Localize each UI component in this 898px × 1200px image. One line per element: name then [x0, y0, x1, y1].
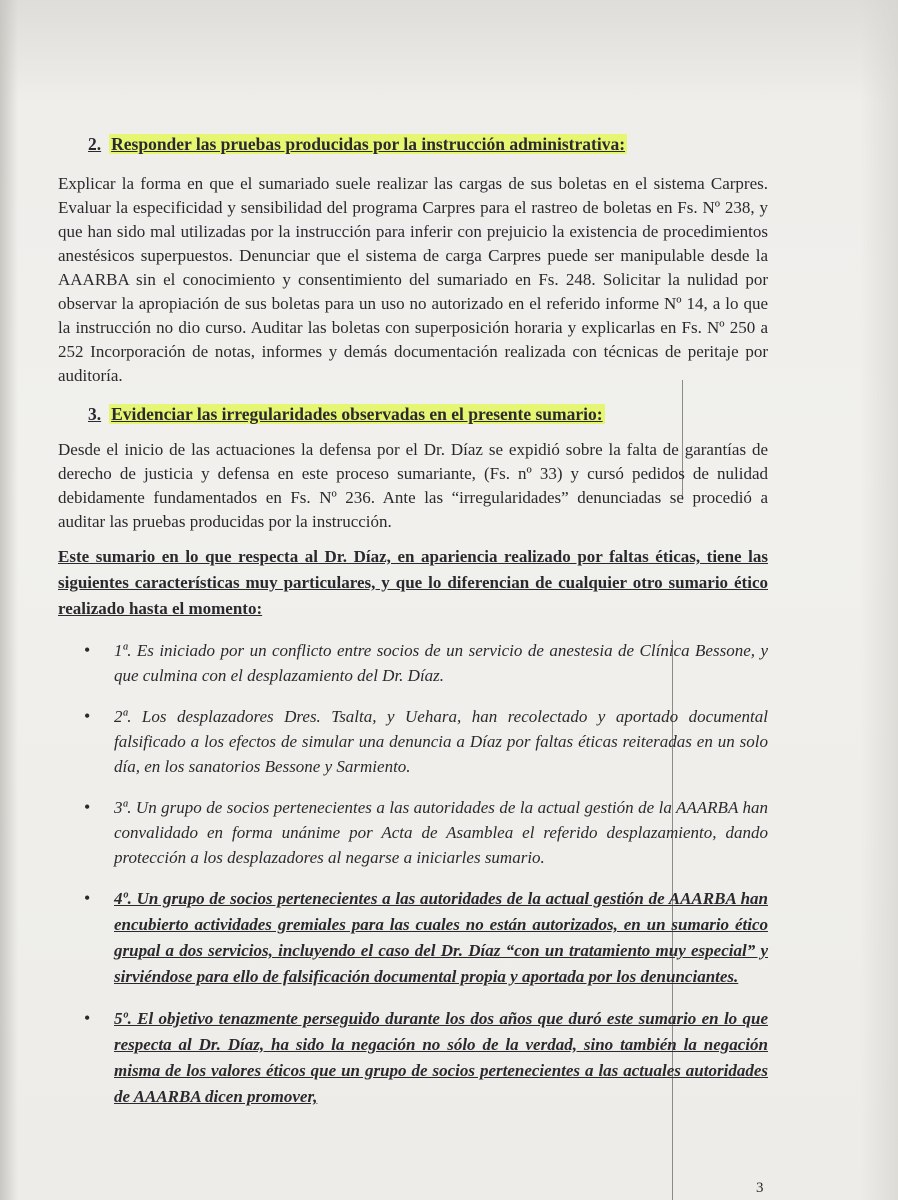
section-3-paragraph: Desde el inicio de las actuaciones la defensa por el Dr. Díaz se expidió sobre la falta de garantías de derecho de justicia y defensa en este proceso sumariante, (Fs. nº 33) y cursó pedidos de nulidad debidamente fundamentados en Fs. Nº 236. Ante las “irregularidades” denunciadas se procedió a auditar las pruebas producidas por la instrucción.: [58, 440, 768, 531]
document-body: [58, 130, 768, 1110]
section-3-bold-intro: Este sumario en lo que respecta al Dr. Díaz, en apariencia realizado por faltas éticas, tiene las siguientes características muy particulares, y que lo diferencian de cualquier otro sumario ético realizado hasta el momento:: [58, 547, 768, 618]
paper-shadow-right: [860, 0, 898, 1200]
list-item: [58, 886, 768, 990]
paper-shadow-top: [0, 0, 898, 100]
bullet-icon: •: [84, 706, 91, 726]
list-item: [58, 638, 768, 688]
section-2-heading: [88, 130, 768, 158]
list-item: [58, 795, 768, 870]
section-2-paragraph: Explicar la forma en que el sumariado suele realizar las cargas de sus boletas en el sistema Carpres. Evaluar la especificidad y sensibilidad del programa Carpres para el rastreo de boletas en Fs. Nº 238, y que han sido mal utilizadas por la instrucción para inferir con prejuicio la existencia de procedimientos anestésicos superpuestos. Denunciar que el sistema de carga Carpres puede ser manipulable desde la AAARBA sin el conocimiento y consentimiento del sumariado en Fs. 248. Solicitar la nulidad por observar la apropiación de sus boletas para un uso no autorizado en el referido informe Nº 14, a lo que la instrucción no dio curso. Auditar las boletas con superposición horaria y explicarlas en Fs. Nº 250 a 252 Incorporación de notas, informes y demás documentación realizada con técnicas de peritaje por auditoría.: [58, 174, 768, 385]
section-3-number: 3.: [88, 404, 102, 424]
bullet-icon: •: [84, 640, 91, 660]
list-item-text: 1ª. Es iniciado por un conflicto entre socios de un servicio de anestesia de Clínica Bessone, y que culmina con el desplazamiento del Dr. Díaz.: [114, 641, 768, 685]
list-item-text: 4º. Un grupo de socios pertenecientes a las autoridades de la actual gestión de AAARBA han encubierto actividades gremiales para las cuales no están autorizados, en un sumario ético grupal a dos servicios, incluyendo el caso del Dr. Díaz “con un tratamiento muy especial” y sirviéndose para ello de falsificación documental propia y aportada por los denunciantes.: [114, 889, 768, 986]
list-item-text: 5º. El objetivo tenazmente perseguido durante los dos años que duró este sumario en lo que respecta al Dr. Díaz, ha sido la negación no sólo de la verdad, sino también la negación misma de los valores éticos que un grupo de socios pertenecientes a las actuales autoridades de AAARBA dicen promover,: [114, 1009, 768, 1106]
list-item-text: 3ª. Un grupo de socios pertenecientes a las autoridades de la actual gestión de la AAARBA han convalidado en forma unánime por Acta de Asamblea el referido desplazamiento, dando protección a los desplazadores al negarse a iniciarles sumario.: [114, 798, 768, 867]
bullet-icon: •: [84, 888, 91, 908]
page-number: 3: [756, 1180, 764, 1196]
list-item: [58, 1006, 768, 1110]
paper-shadow-left: [0, 0, 18, 1200]
section-2-number: 2.: [88, 134, 102, 154]
list-item-text: 2ª. Los desplazadores Dres. Tsalta, y Uehara, han recolectado y aportado documental falsificado a los efectos de simular una denuncia a Díaz por faltas éticas reiteradas en un solo día, en los sanatorios Bessone y Sarmiento.: [114, 707, 768, 776]
list-item: [58, 704, 768, 779]
bullet-icon: •: [84, 797, 91, 817]
characteristics-list: [58, 638, 768, 1110]
bullet-icon: •: [84, 1008, 91, 1028]
section-3-heading: [88, 400, 768, 428]
section-3-title: Evidenciar las irregularidades observadas en el presente sumario:: [111, 404, 603, 424]
section-2-title: Responder las pruebas producidas por la instrucción administrativa:: [111, 134, 626, 154]
